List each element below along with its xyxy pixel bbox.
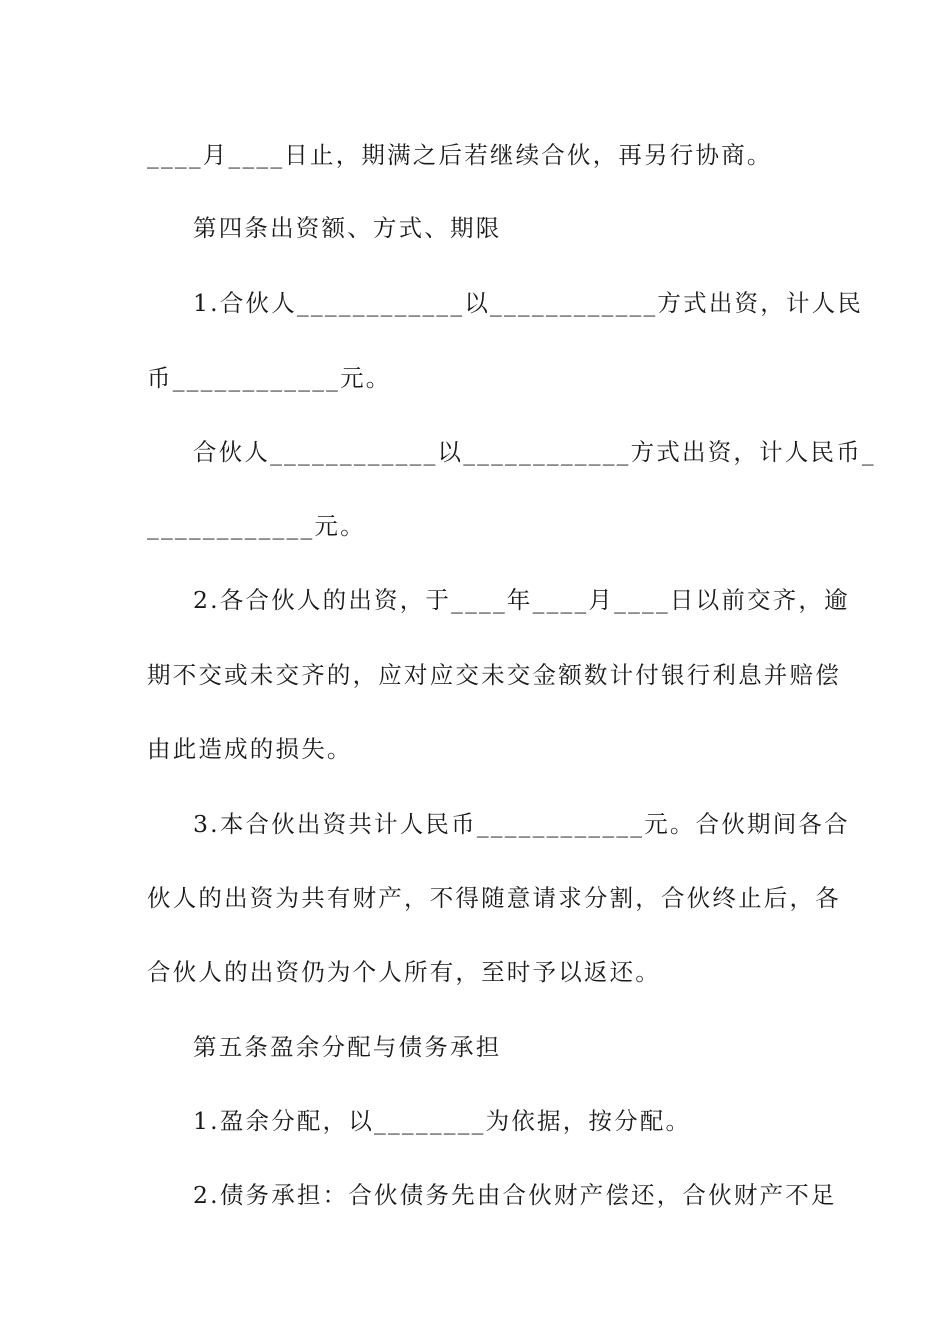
paragraph-line-term-end: ____月____日止，期满之后若继续合伙，再另行协商。	[147, 141, 773, 169]
article-4-heading: 第四条出资额、方式、期限	[193, 214, 502, 242]
paragraph-line-contribution-1b: 币____________元。	[147, 364, 392, 392]
paragraph-line-total-c: 合伙人的出资仍为个人所有，至时予以返还。	[147, 958, 661, 986]
paragraph-line-debt: 2.债务承担：合伙债务先由合伙财产偿还，合伙财产不足	[193, 1181, 837, 1209]
paragraph-line-contribution-2a: 合伙人____________以____________方式出资，计人民币_	[193, 438, 876, 466]
article-5-heading: 第五条盈余分配与债务承担	[193, 1033, 502, 1061]
paragraph-line-deadline-a: 2.各合伙人的出资，于____年____月____日以前交齐，逾	[193, 586, 850, 614]
paragraph-line-total-a: 3.本合伙出资共计人民币____________元。合伙期间各合	[193, 810, 850, 838]
paragraph-line-surplus: 1.盈余分配，以________为依据，按分配。	[193, 1107, 692, 1135]
paragraph-line-deadline-c: 由此造成的损失。	[147, 735, 353, 763]
paragraph-line-contribution-1a: 1.合伙人____________以____________方式出资，计人民	[193, 289, 864, 317]
paragraph-line-deadline-b: 期不交或未交齐的，应对应交未交金额数计付银行利息并赔偿	[147, 661, 841, 689]
paragraph-line-contribution-2b: ____________元。	[147, 512, 366, 540]
paragraph-line-total-b: 伙人的出资为共有财产，不得随意请求分割，合伙终止后，各	[147, 884, 841, 912]
